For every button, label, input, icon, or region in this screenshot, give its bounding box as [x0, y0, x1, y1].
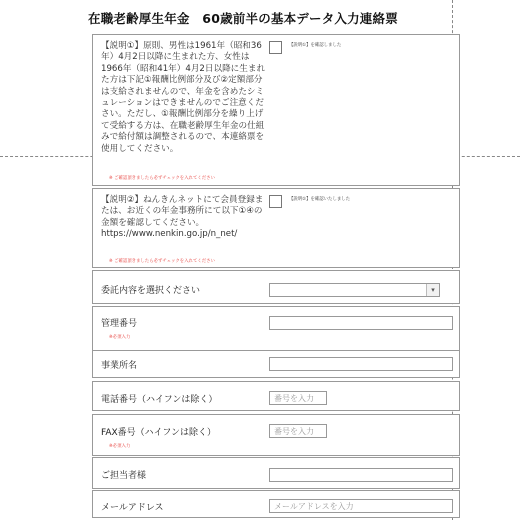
- management-number-input[interactable]: [269, 316, 453, 330]
- contact-person-label: ご担当者様: [101, 471, 147, 481]
- fax-row: [92, 414, 460, 456]
- fax-label: FAX番号（ハイフンは除く）: [101, 428, 217, 438]
- note2-required-note: ※ ご確認頂きましたら必ずチェックを入れてください: [109, 259, 215, 264]
- fax-required: ※必須入力: [109, 444, 131, 449]
- fax-input[interactable]: [269, 424, 327, 438]
- page-title: 在職老齢厚生年金 60歳前半の基本データ入力連絡票: [88, 11, 398, 26]
- note2-check-label: 【説明②】を確認いたしました: [289, 197, 351, 202]
- consult-type-label: 委託内容を選択ください: [101, 286, 201, 296]
- management-number-label: 管理番号: [101, 319, 138, 329]
- note1-text: 【説明①】原則、男性は1961年（昭和36年）4月2日以降に生まれた方、女性は1966年（昭和41年）4月2日以降に生まれた方は下記①報酬比例部分及び②定額部分は支給されませんので、年金を含めたシミュレーションはできませんのでご注意ください。ただし、①報酬比例部分を繰り上げて受給する方は、在職老齢厚生年金の仕組みで給付額は調整されるので、本連絡票を使用してください。: [101, 41, 266, 154]
- email-input[interactable]: [269, 499, 453, 513]
- management-number-row: [92, 306, 460, 352]
- note2-confirm[interactable]: [269, 195, 350, 208]
- note2-body: 【説明②】ねんきんネットにて会員登録または、お近くの年金事務所にて以下①④の金額を確認してください。: [101, 195, 264, 228]
- management-number-required: ※必須入力: [109, 335, 131, 340]
- note1-checkbox[interactable]: [269, 41, 282, 54]
- note1-confirm[interactable]: [269, 41, 341, 54]
- office-name-label: 事業所名: [101, 361, 138, 371]
- consult-type-row: [92, 270, 460, 304]
- phone-input[interactable]: [269, 391, 327, 405]
- contact-person-row: [92, 457, 460, 489]
- office-name-input[interactable]: [269, 357, 453, 371]
- note2-checkbox[interactable]: [269, 195, 282, 208]
- note2-text: [101, 195, 266, 241]
- phone-label: 電話番号（ハイフンは除く）: [101, 395, 218, 405]
- note2-url-link[interactable]: https://www.nenkin.go.jp/n_net/: [101, 229, 238, 240]
- email-row: [92, 490, 460, 518]
- phone-row: [92, 381, 460, 411]
- chevron-down-icon[interactable]: ▾: [426, 284, 439, 296]
- note2-box: [92, 188, 460, 268]
- email-label: メールアドレス: [101, 503, 164, 513]
- consult-type-select[interactable]: [269, 283, 440, 297]
- note1-box: [92, 34, 460, 186]
- contact-person-input[interactable]: [269, 468, 453, 482]
- note1-check-label: 【説明①】を確認しました: [289, 43, 342, 48]
- office-name-row: [92, 350, 460, 378]
- note1-required-note: ※ ご確認頂きましたら必ずチェックを入れてください: [109, 176, 215, 181]
